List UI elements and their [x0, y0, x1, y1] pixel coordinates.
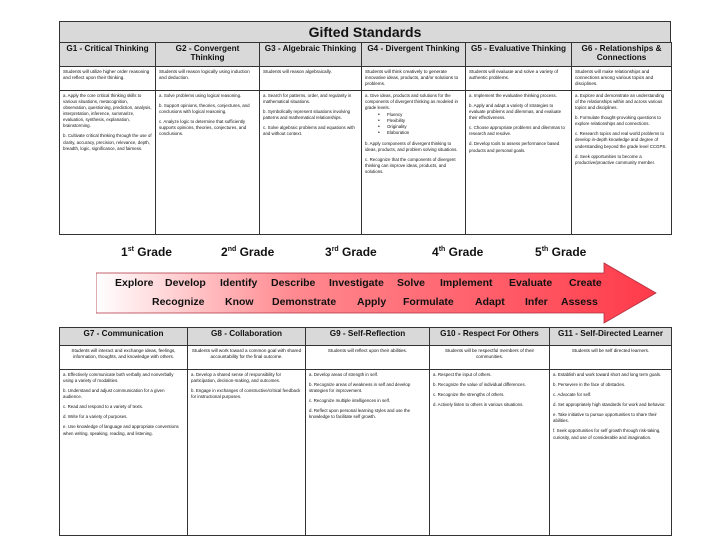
body-g2: [156, 91, 260, 235]
body-g8: [188, 370, 306, 536]
standard-item: c. Read and respond to a variety of texts.: [63, 404, 144, 410]
header-g1: G1 - Critical Thinking: [60, 43, 156, 67]
verb-investigate: Investigate: [329, 277, 384, 289]
header-g7: G7 - Communication: [60, 328, 188, 346]
standard-item: b. Support opinions, theories, conjectures, and conclusions with logical reasoning.: [159, 103, 250, 115]
header-g8: G8 - Collaboration: [188, 328, 306, 346]
header-g3: G3 - Algebraic Thinking: [260, 43, 362, 67]
verb-formulate: Formulate: [403, 296, 454, 308]
verb-explore: Explore: [115, 277, 154, 289]
body-g3: [260, 91, 362, 235]
standard-item: c. Recognize multiple intelligences in self.: [309, 398, 391, 404]
standard-item: e. Take initiative to pursue opportunities to share their abilities.: [553, 412, 657, 424]
body-g11: [550, 370, 672, 536]
standard-item: d. Set appropriately high standards for work and behavior.: [553, 402, 666, 408]
standard-item: f. Seek opportunities for self growth through risk-taking, curiosity, and use of considerable and imagination.: [553, 428, 661, 440]
header-g2: G2 - Convergent Thinking: [156, 43, 260, 67]
body-g5: [466, 91, 572, 235]
header-g9: G9 - Self-Reflection: [306, 328, 430, 346]
header-g11: G11 - Self-Directed Learner: [550, 328, 672, 346]
header-g6: G6 - Relationships & Connections: [572, 43, 672, 67]
summary-g5: Students will evaluate and solve a variety of authentic problems.: [466, 67, 572, 91]
divergent-components-list: [365, 112, 462, 136]
summary-g4: Students will think creatively to generate innovative ideas, products, and/or solutions to problems.: [362, 67, 466, 91]
body-g7: [60, 370, 188, 536]
standard-item: d. Actively listen to others in various situations.: [433, 402, 524, 408]
standard-item: a. Apply the core critical thinking skills to various situations, metacognition, observation, questioning, prediction, analysis, interpretation, inference, summarize, evaluation, synthesis, explanation, brainstorming.: [63, 93, 152, 129]
page-title: Gifted Standards: [59, 21, 671, 42]
summary-g1: Students will utilize higher order reasoning and reflect upon their thinking.: [60, 67, 156, 91]
standard-item: e. Use knowledge of language and appropriate conventions when writing, speaking, reading, and listening.: [63, 424, 179, 436]
verb-apply: Apply: [357, 296, 387, 308]
grade-progression-arrow: [59, 245, 671, 329]
verb-implement: Implement: [440, 277, 493, 289]
standard-item: a. Develop areas of strength in self.: [309, 372, 379, 377]
body-g1: [60, 91, 156, 235]
verb-demonstrate: Demonstrate: [272, 296, 337, 308]
verb-adapt: Adapt: [475, 296, 505, 308]
standard-item: b. Formulate thought-provoking questions to explore relationships and connections.: [575, 115, 661, 127]
standard-item: c. Solve algebraic problems and equations with and without context.: [263, 125, 355, 137]
standard-item: a. Solve problems using logical reasoning.: [159, 93, 242, 98]
standard-item: d. Develop tools to assess performance based products and personal goals.: [469, 141, 560, 153]
verb-know: Know: [225, 296, 254, 308]
standard-item: a. Implement the evaluative thinking process.: [469, 93, 557, 98]
standard-item: b. Symbolically represent situations involving patterns and mathematical relationships.: [263, 109, 351, 121]
standard-item: a. Effectively communicate both verbally and nonverbally using a variety of modalities.: [63, 372, 174, 384]
verb-create: Create: [569, 277, 602, 289]
standard-item: a. Develop a shared sense of responsibility for participation, decision-making, and outcomes.: [191, 372, 282, 384]
standard-item: c. Advocate for self.: [553, 392, 592, 398]
summary-g2: Students will reason logically using induction and deduction.: [156, 67, 260, 91]
body-g9: [306, 370, 430, 536]
standard-item: a. Explore and demonstrate an understanding of the relationships within and across various topics and disciplines.: [575, 93, 665, 111]
standard-item: a. Respect the input of others.: [433, 372, 492, 377]
standard-item: d. Seek opportunities to become a productive/proactive community member.: [575, 153, 656, 165]
grade-label-1: 1st Grade: [121, 245, 172, 259]
verb-assess: Assess: [561, 296, 598, 308]
verb-develop: Develop: [165, 277, 206, 289]
standard-item: b. Engage in exchanges of constructive/critical feedback for instructional purposes.: [191, 388, 301, 400]
standard-item: c. Analyze logic to determine that sufficiently supports opinions, theories, conjectures, and conclusions.: [159, 119, 247, 137]
standard-item: b. Apply and adapt a variety of strategies to evaluate problems and dilemmas, and evaluate their effectiveness.: [469, 103, 562, 121]
standard-item: c. Research topics and real world problems to develop in-depth knowledge and degree of understanding beyond the grade level CCGPS.: [575, 131, 667, 149]
summary-g10: Students will be respectful members of their communities.: [430, 346, 550, 370]
summary-g7: Students will interact and exchange ideas, feelings, information, thoughts, and knowledge with others.: [60, 346, 188, 370]
grade-label-4: 4th Grade: [432, 245, 484, 259]
header-g5: G5 - Evaluative Thinking: [466, 43, 572, 67]
summary-g11: Students will be self directed learners.: [550, 346, 672, 370]
standard-item: b. Cultivate critical thinking through the use of clarity, accuracy, precision, relevance, depth, breadth, logic, significance, and fairness.: [63, 133, 152, 151]
standard-item: a. Establish and work toward short and long term goals.: [553, 372, 662, 377]
standard-item: b. Recognize the value of individual differences.: [433, 382, 526, 388]
grade-label-2: 2nd Grade: [221, 245, 275, 259]
arrow-shape: [96, 261, 658, 325]
summary-g8: Students will work toward a common goal with shared accountability for the final outcome.: [188, 346, 306, 370]
standard-item: b. Apply components of divergent thinking to ideas, products, and problem solving situations.: [365, 140, 458, 152]
verb-evaluate: Evaluate: [509, 277, 553, 289]
verb-recognize: Recognize: [152, 296, 205, 308]
standard-item: d. Reflect upon personal learning styles and use the knowledge to facilitate self growth.: [309, 408, 411, 420]
header-g4: G4 - Divergent Thinking: [362, 43, 466, 67]
verb-solve: Solve: [397, 277, 426, 289]
verb-identify: Identify: [220, 277, 258, 289]
standard-item: b. Understand and adjust communication for a given audience.: [63, 388, 165, 400]
standard-item: c. Recognize the strengths of others.: [433, 392, 505, 398]
standard-item: a. Search for patterns, order, and regularity in mathematical situations.: [263, 93, 352, 105]
list-item: • Elaboration: [365, 130, 462, 136]
grade-label-5: 5th Grade: [535, 245, 587, 259]
header-g10: G10 - Respect For Others: [430, 328, 550, 346]
top-standards-table: [59, 42, 672, 235]
standard-item: c. Choose appropriate problems and dilemmas to research and resolve.: [469, 125, 565, 137]
verb-infer: Infer: [525, 296, 548, 308]
body-g10: [430, 370, 550, 536]
gifted-standards-sheet: [59, 21, 671, 532]
verb-describe: Describe: [271, 277, 316, 289]
standard-item: b. Persevere in the face of obstacles.: [553, 382, 626, 388]
list-item: • Originality: [365, 124, 462, 130]
standard-item: b. Recognize areas of weakness in self and develop strategies for improvement.: [309, 382, 411, 394]
summary-g3: Students will reason algebraically.: [260, 67, 362, 91]
list-item: • Fluency: [365, 112, 462, 118]
list-item: • Flexibility: [365, 118, 462, 124]
standard-item: a. Give ideas, products and solutions for the components of divergent thinking as modeled in grade levels.: [365, 93, 458, 111]
grade-label-3: 3rd Grade: [325, 245, 377, 259]
summary-g6: Students will make relationships and connections among various topics and disciplines.: [572, 67, 672, 91]
body-g4: [362, 91, 466, 235]
bottom-standards-table: [59, 327, 672, 536]
summary-g9: Students will reflect upon their abilities.: [306, 346, 430, 370]
body-g6: [572, 91, 672, 235]
standard-item: d. Write for a variety of purposes.: [63, 414, 128, 420]
standard-item: c. Recognize that the components of divergent thinking can improve ideas, products, and solutions.: [365, 156, 456, 174]
